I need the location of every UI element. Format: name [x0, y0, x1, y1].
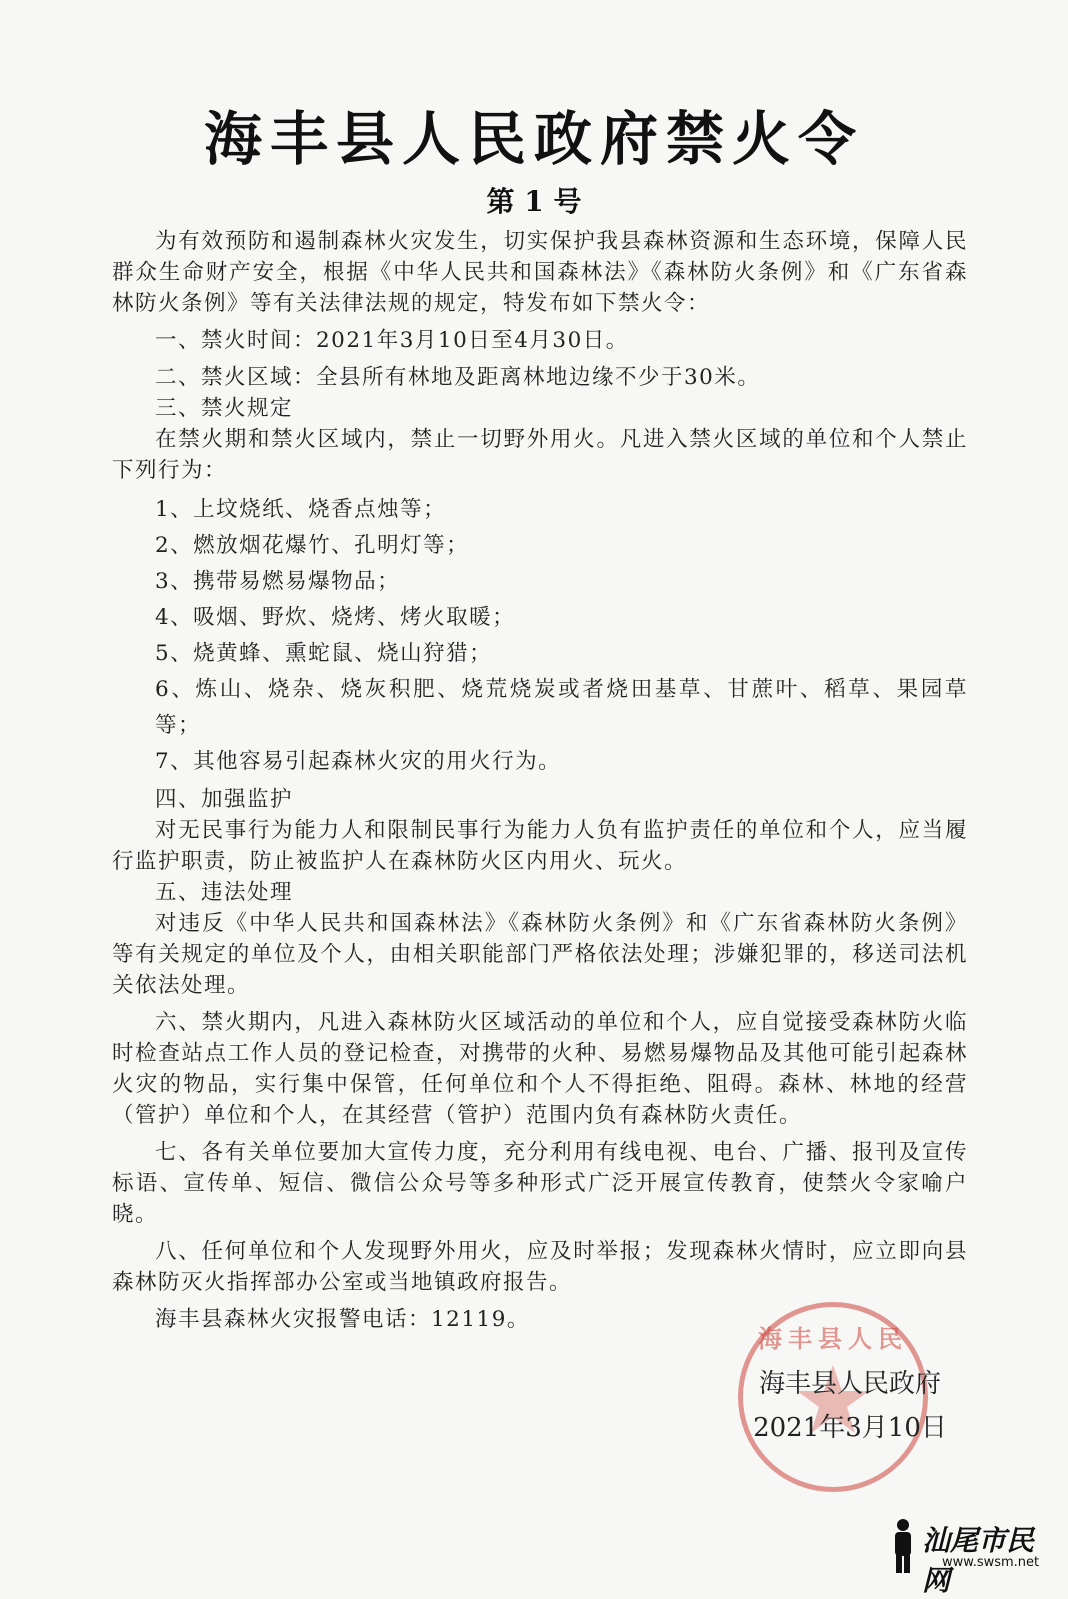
- section-8: 八、任何单位和个人发现野外用火，应及时举报；发现森林火情时，应立即向县森林防灭火指挥部办公室或当地镇政府报告。: [112, 1239, 968, 1295]
- signature-block: [735, 1362, 965, 1450]
- list-item: 6、炼山、烧杂、烧灰积肥、烧荒烧炭或者烧田基草、甘蔗叶、稻草、果园草等；: [155, 677, 968, 738]
- hotline: 海丰县森林火灾报警电话：12119。: [155, 1307, 530, 1332]
- section-4-title: 四、加强监护: [155, 787, 294, 812]
- list-item: 7、其他容易引起森林火灾的用火行为。: [155, 749, 562, 774]
- list-item: 2、燃放烟花爆竹、孔明灯等；: [155, 533, 470, 558]
- document-number: 第 1 号: [486, 185, 582, 218]
- signature-date: 2021年3月10日: [753, 1413, 947, 1443]
- section-4-text: 对无民事行为能力人和限制民事行为能力人负有监护责任的单位和个人，应当履行监护职责，防止被监护人在森林防火区内用火、玩火。: [112, 818, 968, 874]
- prohibited-list: [112, 492, 968, 780]
- section-3-text: 在禁火期和禁火区域内，禁止一切野外用火。凡进入禁火区域的单位和个人禁止下列行为：: [112, 427, 968, 483]
- section-6: 六、禁火期内，凡进入森林防火区域活动的单位和个人，应自觉接受森林防火临时检查站点工作人员的登记检查，对携带的火种、易燃易爆物品及其他可能引起森林火灾的物品，实行集中保管，任何单位和个人不得拒绝、阻碍。森林、林地的经营（管护）单位和个人，在其经营（管护）范围内负有森林防火责任。: [112, 1010, 968, 1128]
- document-title: 海丰县人民政府禁火令: [203, 105, 864, 173]
- section-2: 二、禁火区域：全县所有林地及距离林地边缘不少于30米。: [155, 365, 761, 390]
- section-5-text: 对违反《中华人民共和国森林法》《森林防火条例》和《广东省森林防火条例》等有关规定的单位及个人，由相关职能部门严格依法处理；涉嫌犯罪的，移送司法机关依法处理。: [112, 911, 968, 998]
- section-3-title: 三、禁火规定: [155, 396, 294, 421]
- person-silhouette-icon: [886, 1517, 920, 1575]
- list-item: 4、吸烟、野炊、烧烤、烤火取暖；: [155, 605, 516, 630]
- section-7: 七、各有关单位要加大宣传力度，充分利用有线电视、电台、广播、报刊及宣传标语、宣传单、短信、微信公众号等多种形式广泛开展宣传教育，使禁火令家喻户晓。: [112, 1140, 968, 1227]
- document-body: [112, 226, 968, 1335]
- section-1: 一、禁火时间：2021年3月10日至4月30日。: [155, 328, 629, 353]
- watermark: [886, 1517, 1056, 1597]
- list-item: 1、上坟烧纸、烧香点烛等；: [155, 497, 447, 522]
- list-item: 3、携带易燃易爆物品；: [155, 569, 401, 594]
- seal-text: 海丰县人民: [758, 1324, 908, 1353]
- watermark-text: 汕尾市民网: [922, 1524, 1035, 1597]
- list-item: 5、烧黄蜂、熏蛇鼠、烧山狩猎；: [155, 641, 493, 666]
- watermark-url: www.swsm.net: [942, 1555, 1040, 1570]
- section-5-title: 五、违法处理: [155, 880, 294, 905]
- signature-org: 海丰县人民政府: [758, 1369, 941, 1399]
- intro-paragraph: 为有效预防和遏制森林火灾发生，切实保护我县森林资源和生态环境，保障人民群众生命财产安全，根据《中华人民共和国森林法》《森林防火条例》和《广东省森林防火条例》等有关法律法规的规定，特发布如下禁火令：: [112, 229, 968, 316]
